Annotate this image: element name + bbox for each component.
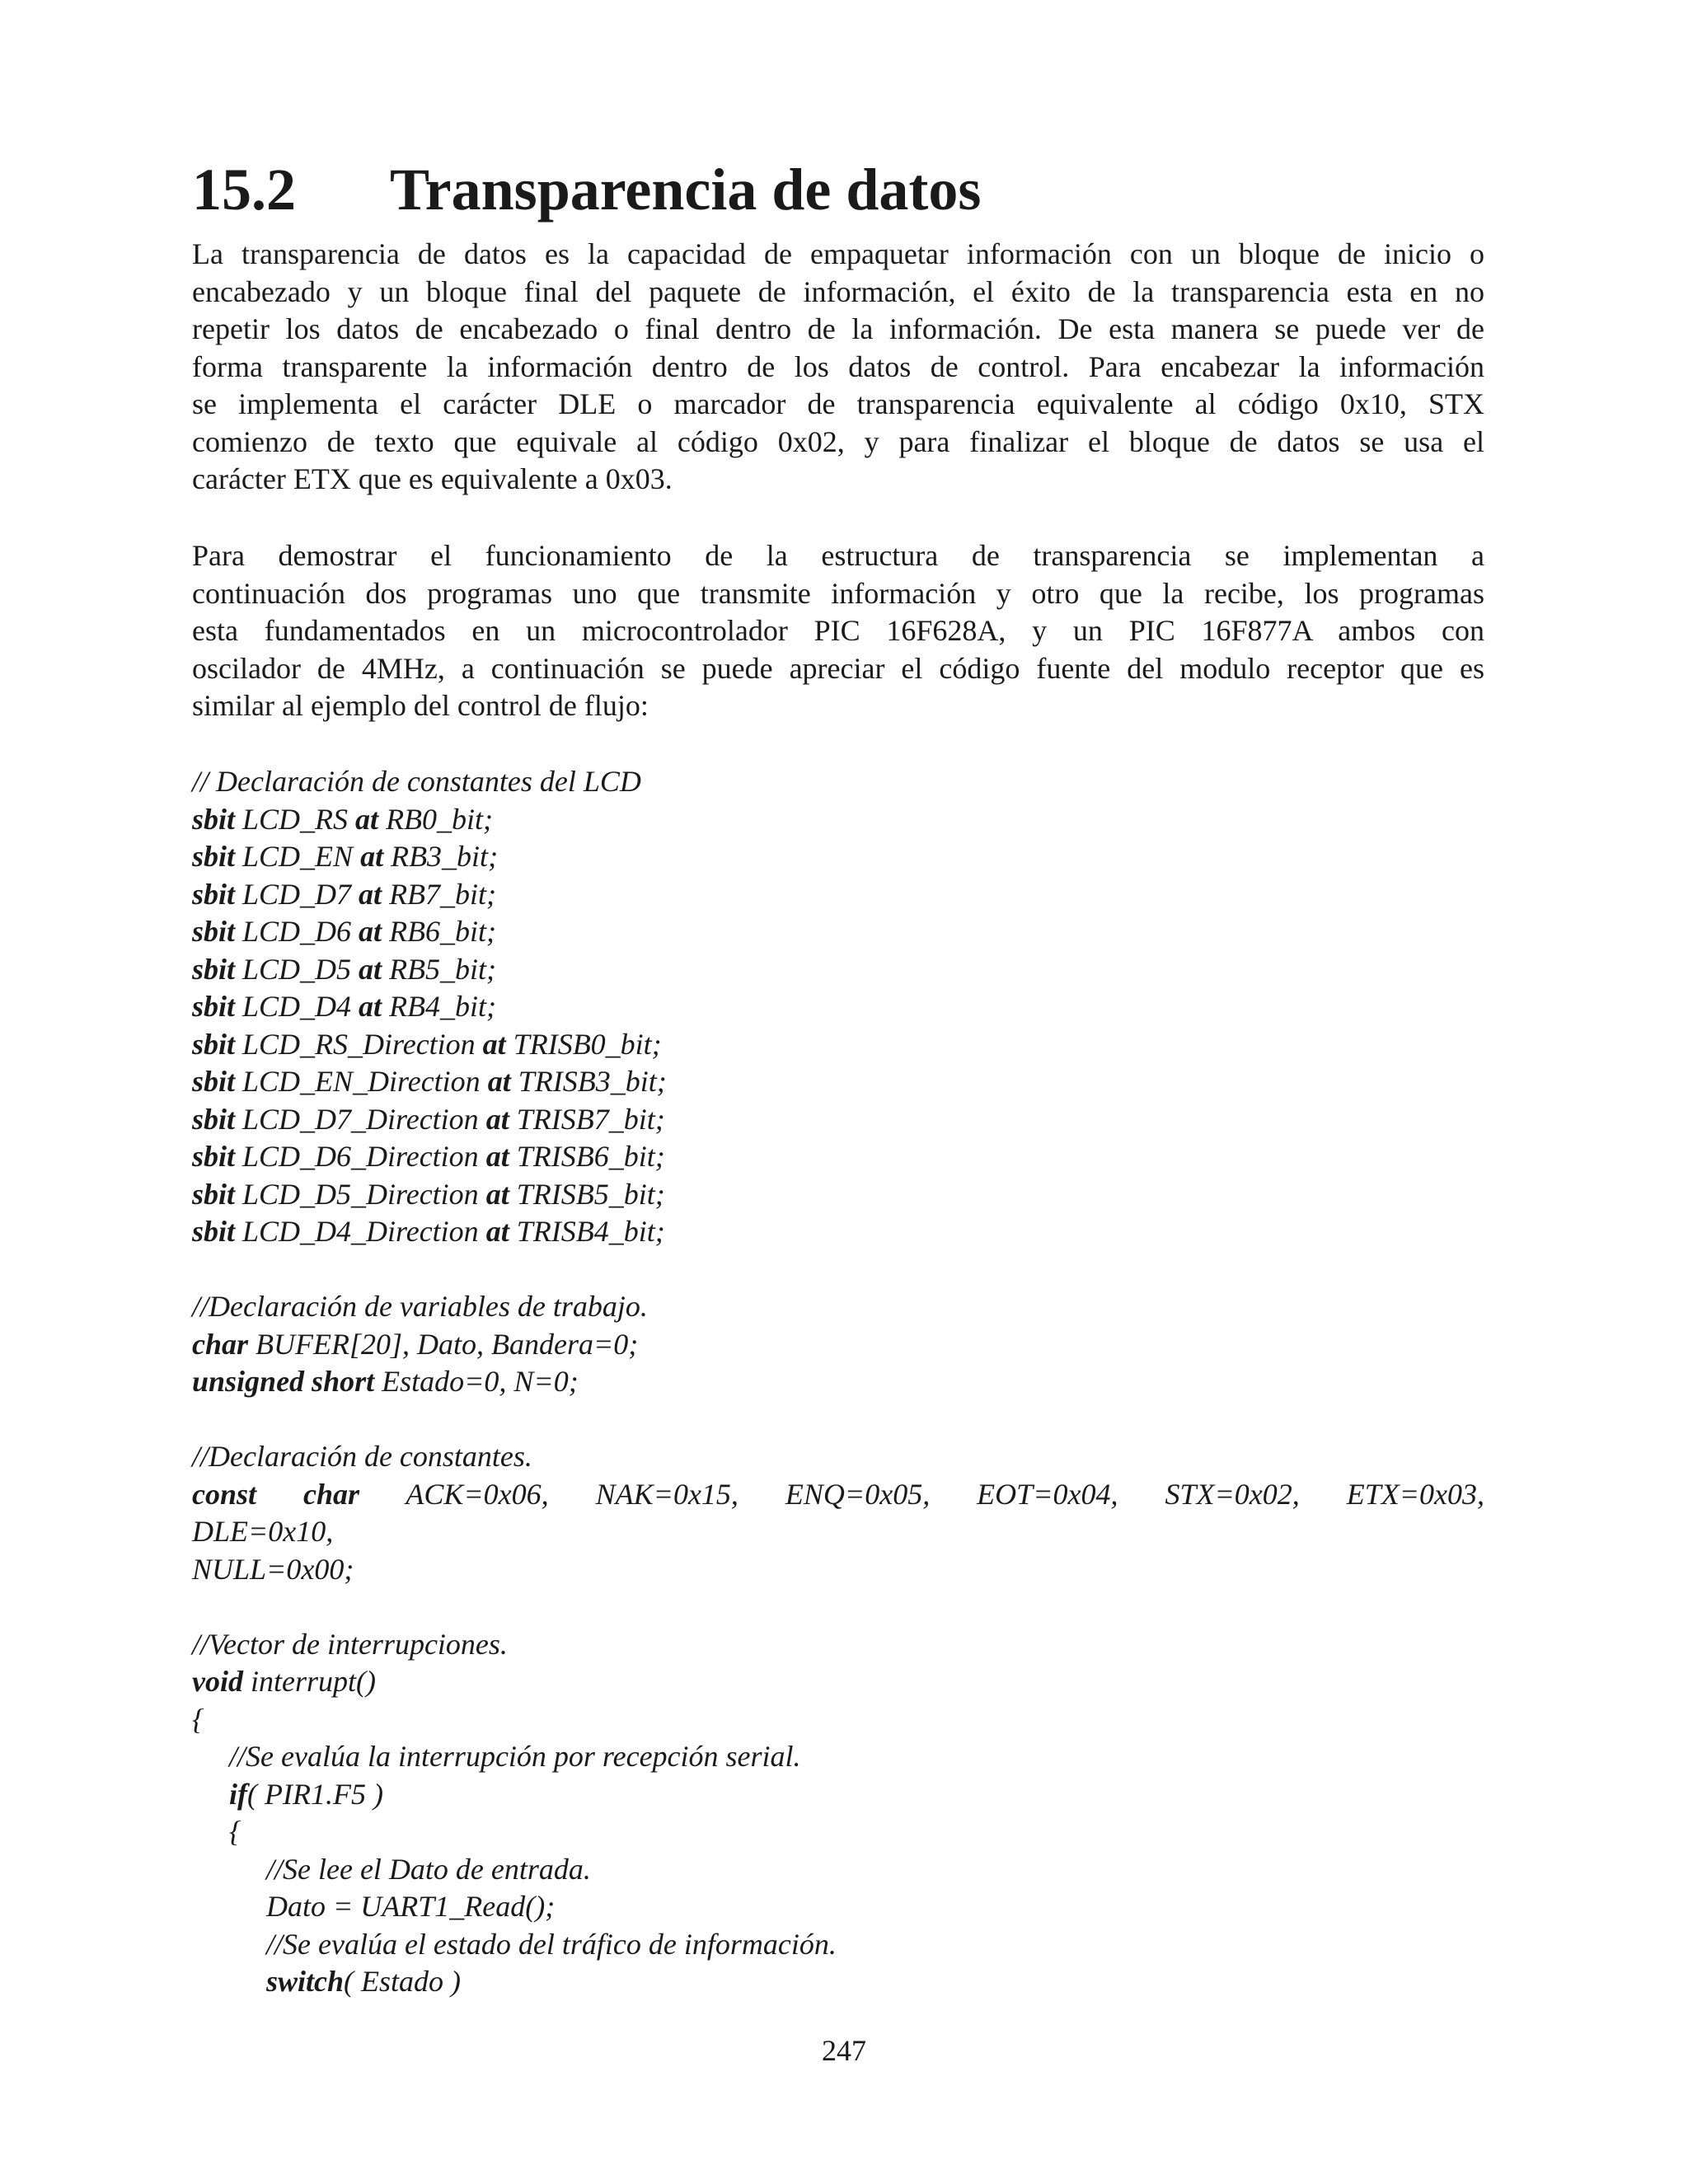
code-keyword: at	[485, 1215, 509, 1248]
code-keyword: at	[359, 952, 382, 986]
code-keyword: at	[485, 1177, 509, 1211]
paragraph-line: carácter ETX que es equivalente a 0x03.	[192, 462, 673, 495]
code-line	[192, 1663, 1484, 1701]
paragraph-text	[192, 236, 1484, 499]
code-line	[192, 951, 1484, 989]
code-text: RB0_bit;	[378, 802, 494, 836]
code-keyword: at	[485, 1102, 509, 1136]
code-keyword: unsigned short	[192, 1365, 375, 1398]
code-keyword: char	[303, 1477, 360, 1511]
code-line	[192, 1701, 1484, 1739]
code-keyword: sbit	[192, 915, 236, 948]
page-number: 247	[822, 2034, 866, 2067]
code-keyword: at	[359, 915, 382, 948]
code-listing	[192, 763, 1484, 2001]
paragraph-line: La transparencia de datos es la capacidad de empaquetar información con un bloque de inicio o	[192, 237, 1484, 270]
code-text: //Declaración de constantes.	[192, 1440, 532, 1473]
code-text: {	[229, 1815, 241, 1848]
code-text: LCD_EN_Direction	[235, 1065, 488, 1098]
code-keyword: const	[192, 1477, 257, 1511]
code-line	[192, 1063, 1484, 1101]
code-keyword: sbit	[192, 840, 236, 873]
code-keyword: sbit	[192, 1140, 236, 1173]
code-keyword: sbit	[192, 877, 236, 911]
code-keyword: at	[360, 840, 384, 873]
code-keyword: at	[355, 802, 379, 836]
paragraph-line: repetir los datos de encabezado o final dentro de la información. De esta manera se puede ver de	[192, 312, 1484, 345]
code-keyword: sbit	[192, 1215, 236, 1248]
code-keyword: sbit	[192, 1177, 236, 1211]
code-text: RB7_bit;	[382, 877, 497, 911]
code-text: RB4_bit;	[382, 990, 497, 1023]
code-line	[192, 1963, 1484, 2001]
code-line	[192, 1851, 1484, 1889]
code-text: LCD_D6	[235, 915, 359, 948]
code-text: RB6_bit;	[382, 915, 497, 948]
paragraph-line: encabezado y un bloque final del paquete de información, el éxito de la transparencia esta en no	[192, 274, 1484, 308]
code-line	[192, 1101, 1484, 1139]
code-line	[192, 1438, 1484, 1476]
paragraph-line: esta fundamentados en un microcontrolador PIC 16F628A, y un PIC 16F877A ambos con	[192, 614, 1484, 647]
code-keyword: at	[482, 1027, 506, 1061]
code-keyword: at	[359, 877, 382, 911]
code-text: BUFER[20], Dato, Bandera=0;	[248, 1327, 639, 1361]
code-text: LCD_D7	[235, 877, 359, 911]
code-line	[192, 1476, 1484, 1514]
code-line	[192, 1363, 1484, 1401]
code-keyword: char	[192, 1327, 249, 1361]
code-line	[192, 1888, 1484, 1926]
code-text: RB3_bit;	[383, 840, 499, 873]
code-text: NULL=0x00;	[192, 1552, 354, 1586]
code-text: LCD_D5	[235, 952, 359, 986]
code-text	[256, 1478, 303, 1511]
code-text: TRISB4_bit;	[509, 1215, 665, 1248]
code-keyword: sbit	[192, 1065, 236, 1098]
code-line	[192, 1626, 1484, 1664]
code-text: LCD_D5_Direction	[235, 1177, 486, 1211]
code-text: RB5_bit;	[382, 952, 497, 986]
code-line	[192, 801, 1484, 839]
code-text: ( Estado )	[344, 1965, 462, 1998]
paragraph-transparency-definition	[192, 236, 1484, 499]
code-line	[192, 988, 1484, 1026]
paragraph-line: oscilador de 4MHz, a continuación se puede apreciar el código fuente del modulo receptor que es	[192, 651, 1484, 685]
code-blank-line	[192, 1251, 1484, 1289]
code-text: // Declaración de constantes del LCD	[192, 765, 641, 798]
code-line	[192, 1176, 1484, 1214]
paragraph-text	[192, 537, 1484, 725]
code-text: ( PIR1.F5 )	[247, 1777, 383, 1811]
code-text: LCD_D6_Direction	[235, 1140, 486, 1173]
code-line	[192, 1926, 1484, 1964]
code-text: //Se evalúa el estado del tráfico de información.	[266, 1927, 837, 1961]
code-text: ACK=0x06, NAK=0x15, ENQ=0x05, EOT=0x04, STX=0x02, ETX=0x03,	[359, 1477, 1485, 1511]
code-line	[192, 1288, 1484, 1326]
code-text: LCD_RS	[235, 802, 356, 836]
code-keyword: void	[192, 1665, 243, 1698]
code-text: TRISB0_bit;	[505, 1027, 662, 1061]
code-line	[192, 1551, 1484, 1589]
code-keyword: if	[229, 1777, 247, 1811]
code-text: LCD_D4	[235, 990, 359, 1023]
paragraph-line: Para demostrar el funcionamiento de la estructura de transparencia se implementan a	[192, 539, 1484, 572]
code-keyword: sbit	[192, 1027, 236, 1061]
code-blank-line	[192, 1401, 1484, 1439]
code-keyword: at	[487, 1065, 511, 1098]
code-text: interrupt()	[242, 1665, 376, 1698]
paragraph-line: se implementa el carácter DLE o marcador de transparencia equivalente al código 0x10, STX	[192, 387, 1484, 420]
code-line	[192, 1776, 1484, 1814]
paragraph-line: comienzo de texto que equivale al código 0x02, y para finalizar el bloque de datos se usa el	[192, 424, 1484, 458]
paragraph-line: similar al ejemplo del control de flujo:	[192, 689, 649, 722]
code-line	[192, 1213, 1484, 1251]
code-text: //Vector de interrupciones.	[192, 1627, 508, 1661]
code-text: Estado=0, N=0;	[374, 1365, 579, 1398]
code-line	[192, 876, 1484, 914]
code-keyword: switch	[266, 1965, 345, 1998]
code-keyword: sbit	[192, 802, 236, 836]
code-line	[192, 763, 1484, 801]
paragraph-line: forma transparente la información dentro de los datos de control. Para encabezar la información	[192, 349, 1484, 383]
code-line	[192, 1326, 1484, 1364]
code-text: LCD_EN	[235, 840, 361, 873]
code-text: Dato = UART1_Read();	[266, 1890, 556, 1923]
code-line	[192, 1138, 1484, 1176]
code-text: //Declaración de variables de trabajo.	[192, 1290, 648, 1323]
code-keyword: at	[359, 990, 382, 1023]
code-blank-line	[192, 1588, 1484, 1626]
code-line	[192, 913, 1484, 951]
section-number: 15.2	[192, 157, 296, 223]
code-line	[192, 838, 1484, 876]
code-keyword: sbit	[192, 1102, 236, 1136]
code-text: TRISB6_bit;	[509, 1140, 665, 1173]
code-keyword: sbit	[192, 952, 236, 986]
section-title: Transparencia de datos	[390, 157, 982, 223]
code-line	[192, 1513, 1484, 1551]
code-text: TRISB5_bit;	[509, 1177, 665, 1211]
section-heading	[192, 155, 981, 224]
paragraph-line: continuación dos programas uno que transmite información y otro que la recibe, los programas	[192, 576, 1484, 610]
code-keyword: sbit	[192, 990, 236, 1023]
code-text: TRISB3_bit;	[510, 1065, 667, 1098]
code-text: LCD_D4_Direction	[235, 1215, 486, 1248]
code-keyword: at	[485, 1140, 509, 1173]
code-text: DLE=0x10,	[192, 1515, 334, 1548]
code-line	[192, 1026, 1484, 1064]
code-text: {	[192, 1702, 204, 1736]
code-line	[192, 1813, 1484, 1851]
code-text: //Se evalúa la interrupción por recepción serial.	[229, 1740, 801, 1773]
code-text: LCD_RS_Direction	[235, 1027, 483, 1061]
code-text: //Se lee el Dato de entrada.	[266, 1852, 591, 1886]
code-text: TRISB7_bit;	[509, 1102, 665, 1136]
code-line	[192, 1738, 1484, 1776]
paragraph-program-intro	[192, 537, 1484, 725]
code-text: LCD_D7_Direction	[235, 1102, 486, 1136]
